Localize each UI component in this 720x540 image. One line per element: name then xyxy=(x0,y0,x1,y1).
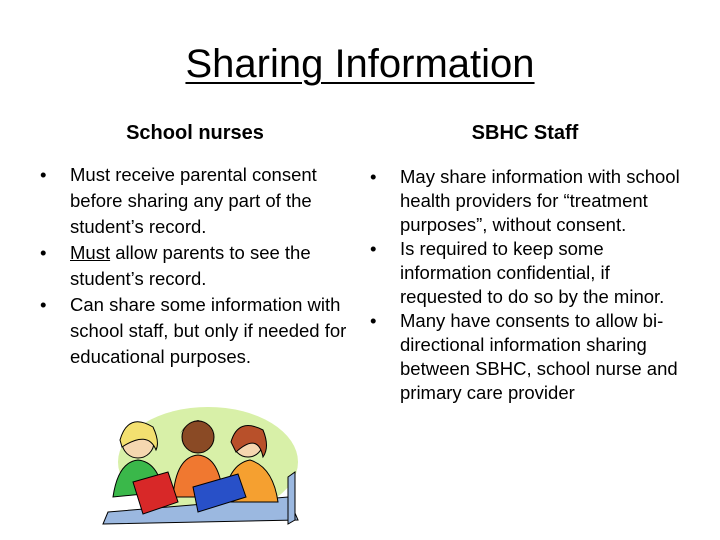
list-item: • Many have consents to allow bi-directional information sharing between SBHC, school nurse and primary care provider xyxy=(370,309,690,405)
list-item: • Must receive parental consent before sharing any part of the student’s record. xyxy=(40,162,350,240)
sbhc-staff-list xyxy=(370,165,690,405)
school-nurses-heading: School nurses xyxy=(126,122,264,144)
list-item: • May share information with school health providers for “treatment purposes”, without consent. xyxy=(370,165,690,237)
students-reading-clipart xyxy=(98,402,303,527)
list-item: • Can share some information with school staff, but only if needed for educational purposes. xyxy=(40,292,350,370)
sbhc-staff-heading: SBHC Staff xyxy=(471,122,579,144)
list-item xyxy=(40,240,350,292)
slide-title: Sharing Information xyxy=(185,42,535,86)
list-item-text: allow parents to see the student’s record. xyxy=(70,242,311,289)
underlined-word: Must xyxy=(70,242,111,263)
list-item: • Is required to keep some information confidential, if requested to do so by the minor. xyxy=(370,237,690,309)
school-nurses-list xyxy=(40,162,350,370)
